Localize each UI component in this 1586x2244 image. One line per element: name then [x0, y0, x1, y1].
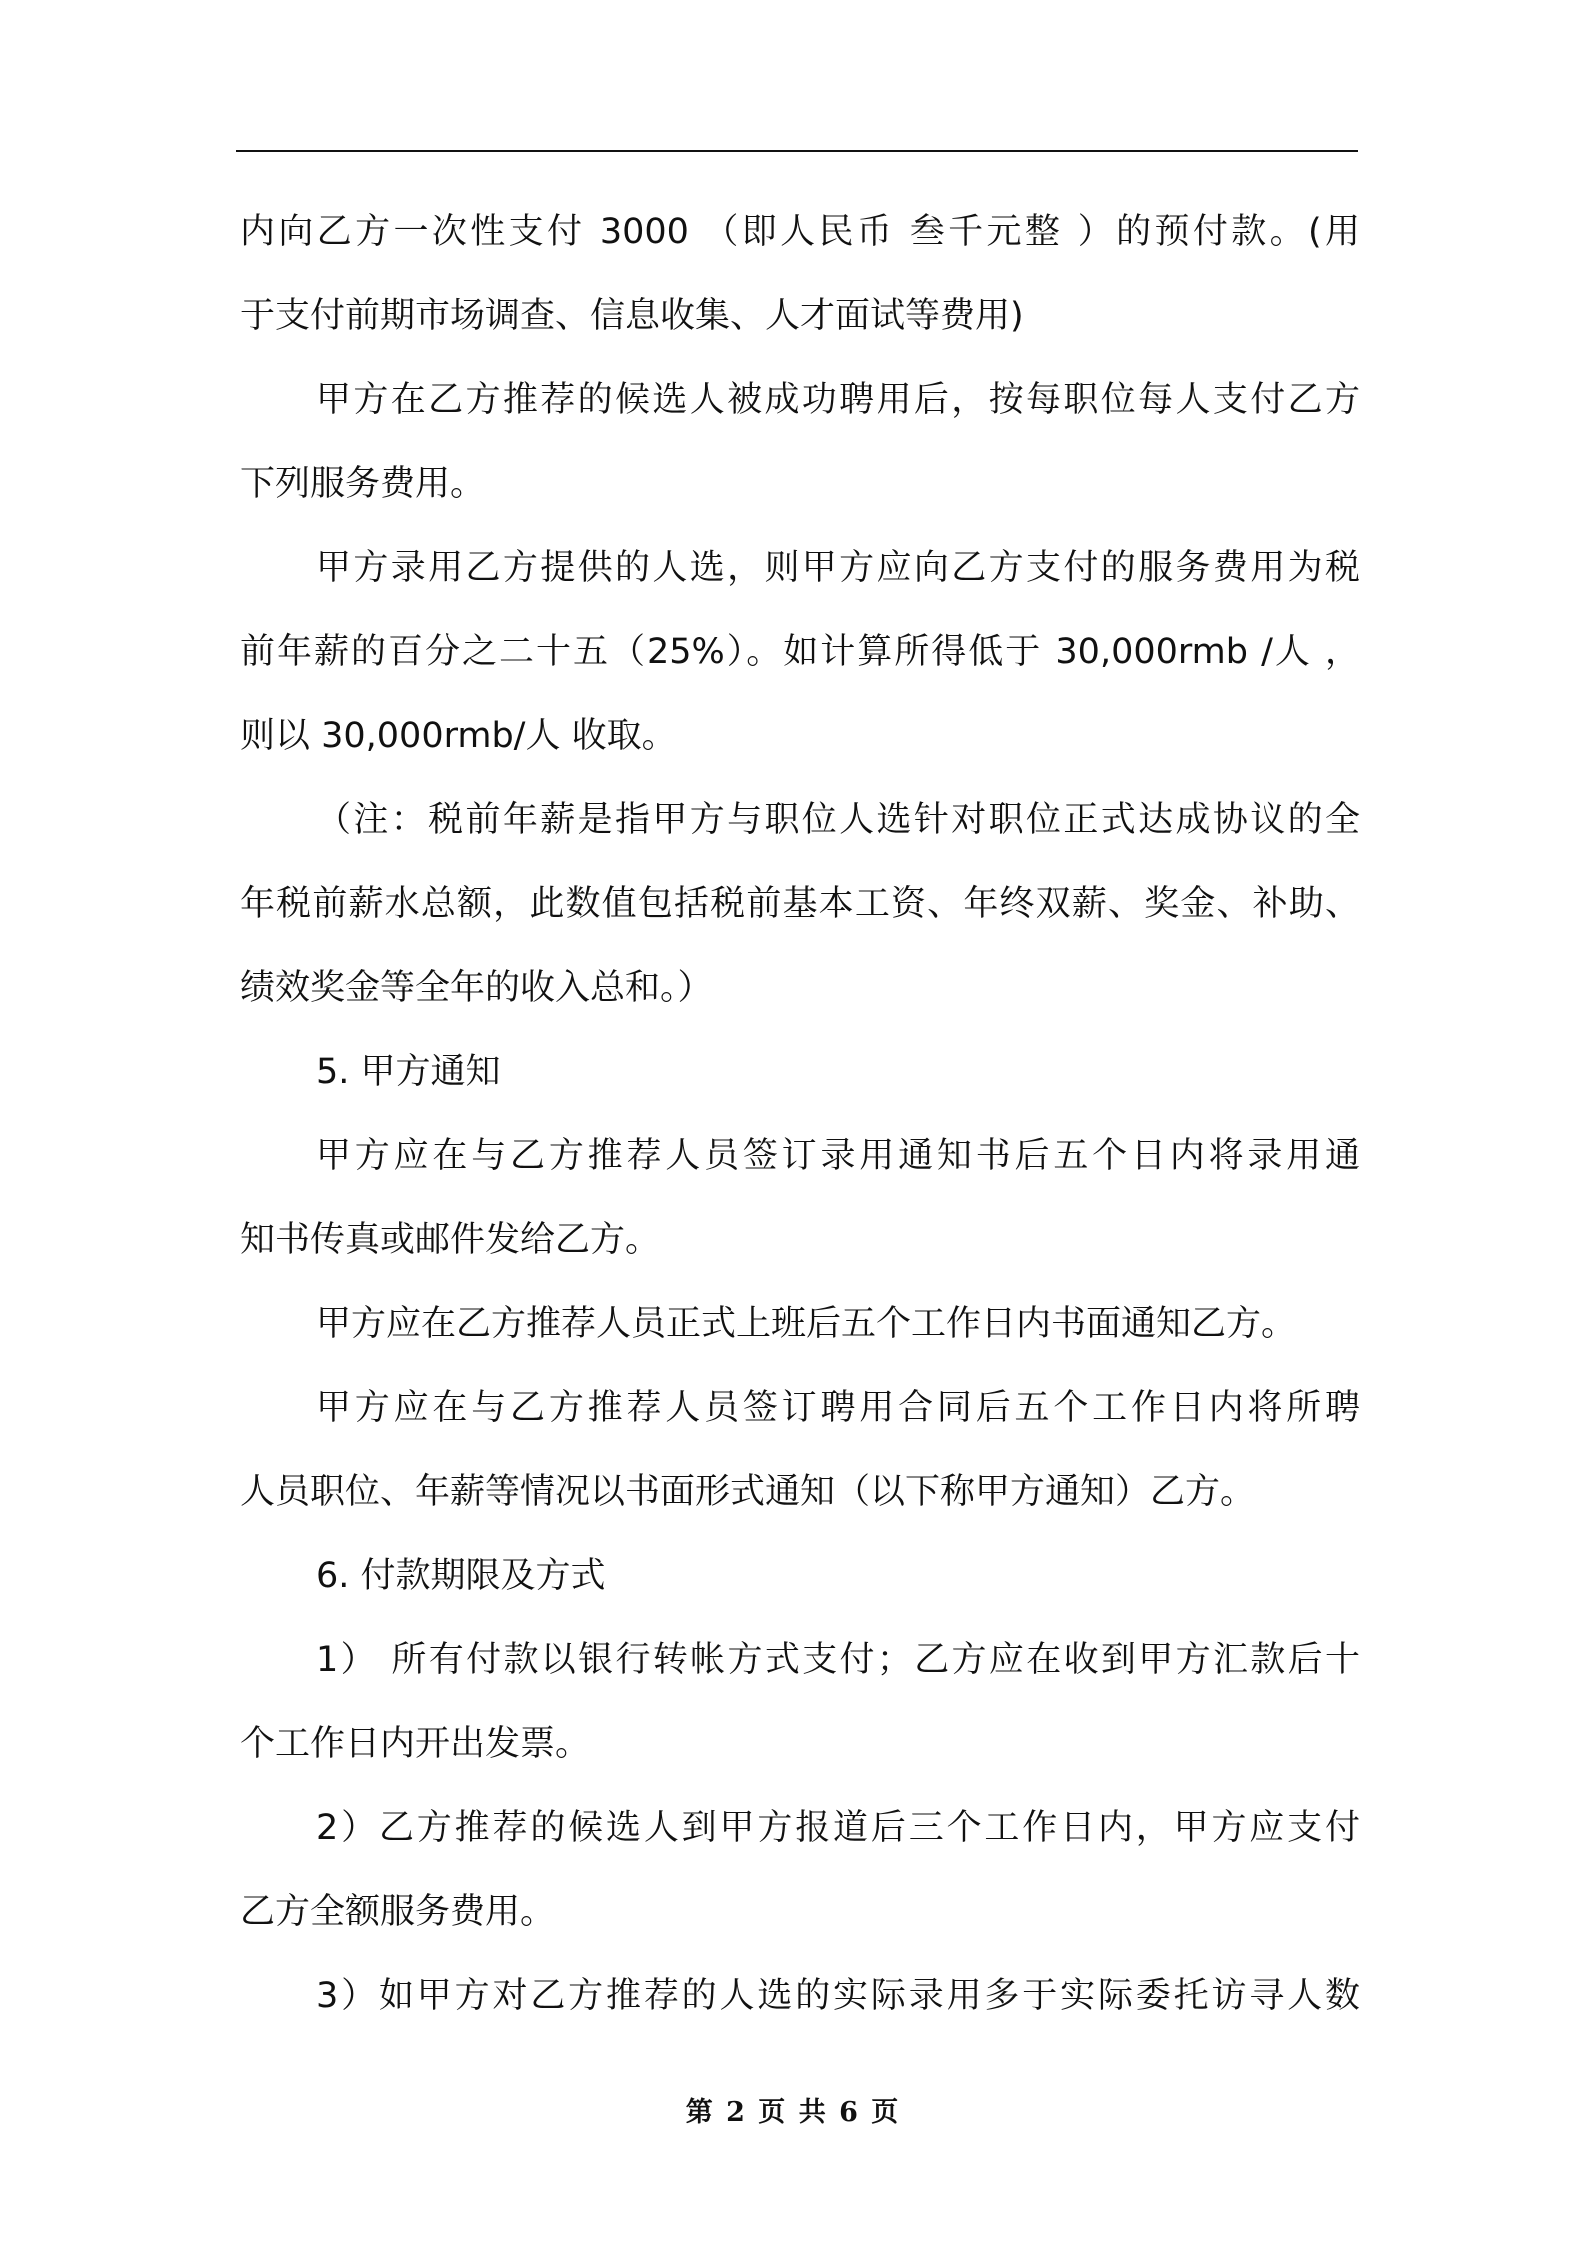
- text-line: 2）乙方推荐的候选人到甲方报道后三个工作日内，甲方应支付: [316, 1808, 1360, 1848]
- text-line: 于支付前期市场调查、信息收集、人才面试等费用): [240, 296, 1024, 336]
- text-line: （注：税前年薪是指甲方与职位人选针对职位正式达成协议的全: [316, 800, 1360, 840]
- text-line: 内向乙方一次性支付 3000 （即人民币 叁千元整 ）的预付款。(用: [240, 212, 1360, 252]
- text-line: 下列服务费用。: [240, 464, 486, 504]
- text-line: 甲方应在与乙方推荐人员签订录用通知书后五个日内将录用通: [316, 1136, 1360, 1176]
- text-line: 甲方应在与乙方推荐人员签订聘用合同后五个工作日内将所聘: [316, 1388, 1360, 1428]
- text-line: 绩效奖金等全年的收入总和。）: [240, 968, 713, 1008]
- text-line: 知书传真或邮件发给乙方。: [240, 1220, 661, 1260]
- text-line: 甲方应在乙方推荐人员正式上班后五个工作日内书面通知乙方。: [316, 1304, 1297, 1344]
- text-line: 前年薪的百分之二十五（25%）。如计算所得低于 30,000rmb /人 ，: [240, 632, 1360, 672]
- page-number-footer: 第 2 页 共 6 页: [685, 2097, 901, 2128]
- text-line: 年税前薪水总额，此数值包括税前基本工资、年终双薪、奖金、补助、: [240, 884, 1360, 924]
- document-body: [240, 190, 1360, 2038]
- text-line: 个工作日内开出发票。: [240, 1724, 591, 1764]
- text-line: 人员职位、年薪等情况以书面形式通知（以下称甲方通知）乙方。: [240, 1472, 1256, 1512]
- text-line: 3）如甲方对乙方推荐的人选的实际录用多于实际委托访寻人数: [316, 1976, 1360, 2016]
- text-line: 甲方在乙方推荐的候选人被成功聘用后，按每职位每人支付乙方: [316, 380, 1360, 420]
- text-line: 1） 所有付款以银行转帐方式支付；乙方应在收到甲方汇款后十: [316, 1640, 1360, 1680]
- text-line: 乙方全额服务费用。: [240, 1892, 556, 1932]
- section-heading: 6. 付款期限及方式: [316, 1556, 606, 1596]
- header-rule: [236, 150, 1358, 152]
- text-line: 则以 30,000rmb/人 收取。: [240, 716, 677, 756]
- section-heading: 5. 甲方通知: [316, 1052, 501, 1092]
- text-line: 甲方录用乙方提供的人选，则甲方应向乙方支付的服务费用为税: [316, 548, 1360, 588]
